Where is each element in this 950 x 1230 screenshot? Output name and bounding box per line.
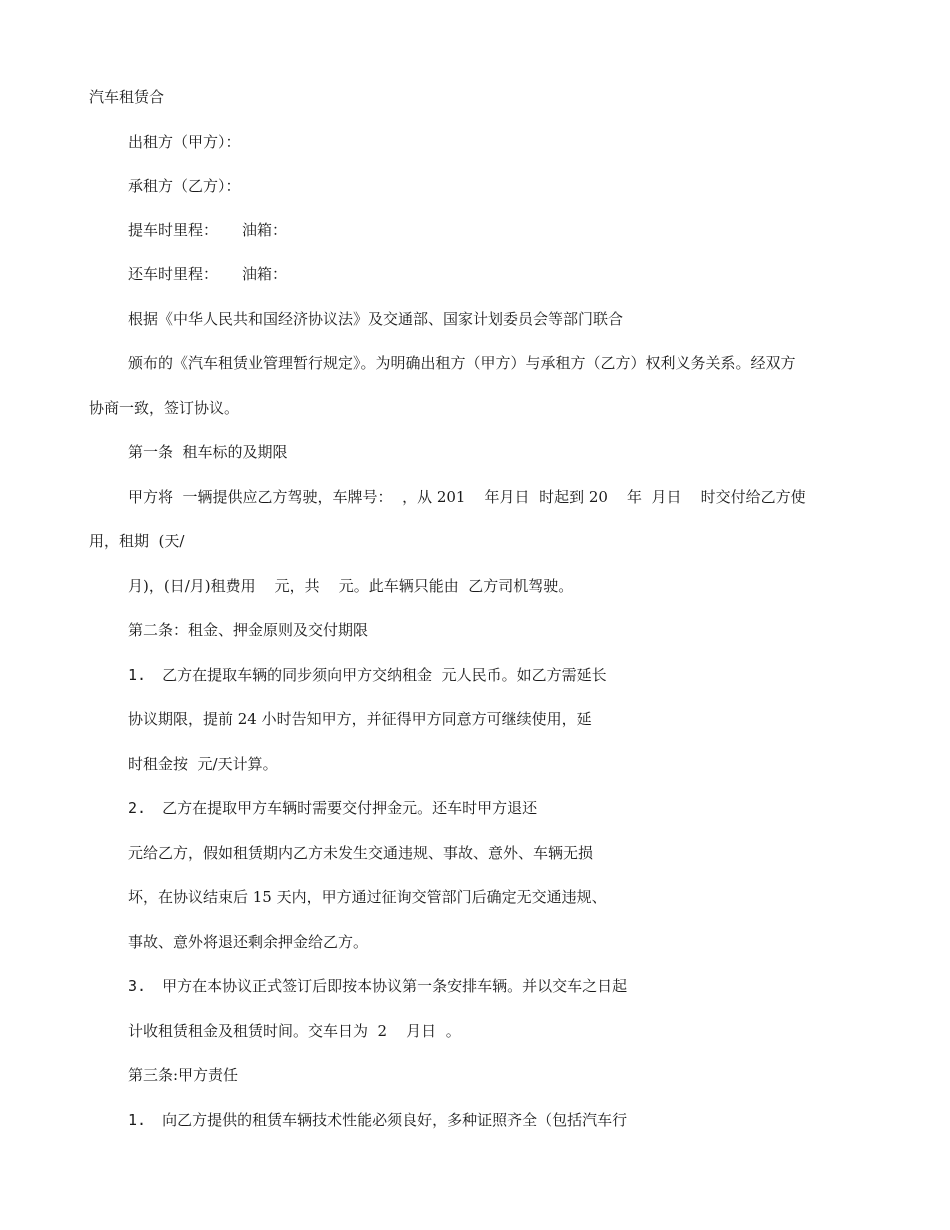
document-title: 汽车租赁合 xyxy=(89,88,165,106)
article2-item-3 xyxy=(128,976,627,996)
item-number: 3. xyxy=(128,977,147,995)
article3-heading: 第三条:甲方责任 xyxy=(128,1066,239,1084)
item-number: 1. xyxy=(128,666,147,684)
lessor-label: 出租方（甲方）： xyxy=(128,133,241,151)
article1-line: 月)，(日/月)租费用 元，共 元。此车辆只能由 乙方司机驾驶。 xyxy=(128,577,574,595)
lessee-label: 承租方（乙方）： xyxy=(128,177,241,195)
article2-item-1 xyxy=(128,665,607,685)
pickup-tank-label: 油箱： xyxy=(242,221,288,239)
return-line xyxy=(128,264,287,284)
item-number: 1. xyxy=(128,1111,147,1129)
article1-line: 用，租期 (天/ xyxy=(89,532,185,550)
return-mileage-label: 还车时里程： xyxy=(128,265,219,283)
article2-item-2-line: 元给乙方，假如租赁期内乙方未发生交通违规、事故、意外、车辆无损 xyxy=(128,844,594,862)
preamble-line: 颁布的《汽车租赁业管理暂行规定》。为明确出租方（甲方）与承租方（乙方）权利义务关系。经双方 xyxy=(128,354,796,372)
item-text: 乙方在提取甲方车辆时需要交付押金元。还车时甲方退还 xyxy=(162,799,538,817)
article2-item-3-line: 计收租赁租金及租赁时间。交车日为 2 月日 。 xyxy=(128,1022,461,1040)
article2-heading: 第二条：租金、押金原则及交付期限 xyxy=(128,621,369,639)
item-text: 乙方在提取车辆的同步须向甲方交纳租金 元人民币。如乙方需延长 xyxy=(162,666,607,684)
article2-item-1-line: 时租金按 元/天计算。 xyxy=(128,755,278,773)
article2-item-2 xyxy=(128,798,537,818)
article3-item-1 xyxy=(128,1110,627,1130)
preamble-line: 协商一致，签订协议。 xyxy=(89,399,240,417)
item-text: 甲方在本协议正式签订后即按本协议第一条安排车辆。并以交车之日起 xyxy=(162,977,628,995)
preamble-line: 根据《中华人民共和国经济协议法》及交通部、国家计划委员会等部门联合 xyxy=(128,310,624,328)
article2-item-2-line: 坏，在协议结束后 15 天内，甲方通过征询交管部门后确定无交通违规、 xyxy=(128,888,607,906)
article1-heading: 第一条 租车标的及期限 xyxy=(128,443,288,461)
article1-line: 甲方将 一辆提供应乙方驾驶，车牌号： ，从 201 年月日 时起到 20 年 月日 时交付给乙方使 xyxy=(128,488,806,506)
return-tank-label: 油箱： xyxy=(242,265,288,283)
item-number: 2. xyxy=(128,799,147,817)
item-text: 向乙方提供的租赁车辆技术性能必须良好，多种证照齐全（包括汽车行 xyxy=(162,1111,628,1129)
pickup-mileage-label: 提车时里程： xyxy=(128,221,219,239)
article2-item-1-line: 协议期限，提前 24 小时告知甲方，并征得甲方同意方可继续使用，延 xyxy=(128,710,592,728)
article2-item-2-line: 事故、意外将退还剩余押金给乙方。 xyxy=(128,933,369,951)
pickup-line xyxy=(128,220,287,240)
